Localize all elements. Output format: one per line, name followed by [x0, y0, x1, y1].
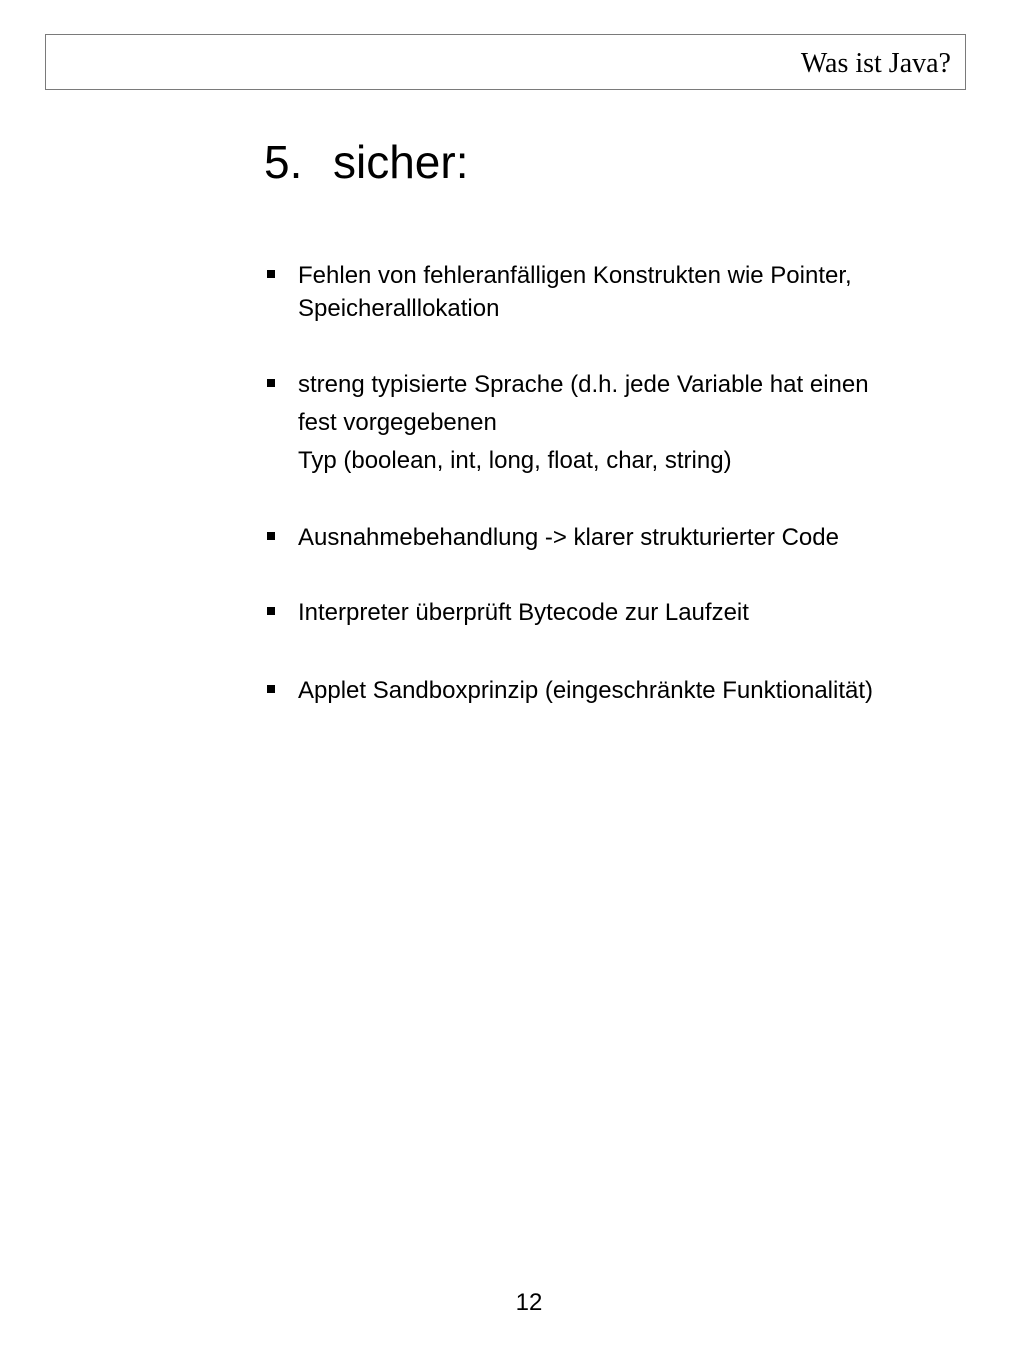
bullet-line: Speicheralllokation	[298, 295, 500, 322]
bullet-square-icon	[267, 607, 275, 615]
heading-text: sicher:	[333, 136, 469, 188]
header-title: Was ist Java?	[800, 48, 951, 79]
bullet-square-icon	[267, 532, 275, 540]
bullet-text	[298, 259, 958, 325]
bullet-square-icon	[267, 685, 275, 693]
slide-heading	[264, 136, 468, 188]
bullet-line: Typ (boolean, int, long, float, char, string)	[298, 447, 732, 474]
bullet-text	[298, 366, 958, 480]
bullet-line: fest vorgegebenen	[298, 409, 497, 436]
bullet-square-icon	[267, 379, 275, 387]
bullet-square-icon	[267, 270, 275, 278]
page-number: 12	[515, 1289, 543, 1316]
bullet-line: Fehlen von fehleranfälligen Konstrukten wie Pointer,	[298, 262, 852, 289]
bullet-text	[298, 594, 958, 632]
bullet-line: Interpreter überprüft Bytecode zur Laufzeit	[298, 599, 749, 626]
bullet-text	[298, 672, 958, 710]
bullet-line: Applet Sandboxprinzip (eingeschränkte Funktionalität)	[298, 677, 874, 704]
bullet-line: streng typisierte Sprache (d.h. jede Variable hat einen	[298, 371, 869, 398]
heading-number: 5.	[264, 136, 303, 188]
header-box	[45, 34, 966, 90]
bullet-text	[298, 519, 958, 557]
bullet-line: Ausnahmebehandlung -> klarer strukturierter Code	[298, 524, 839, 551]
